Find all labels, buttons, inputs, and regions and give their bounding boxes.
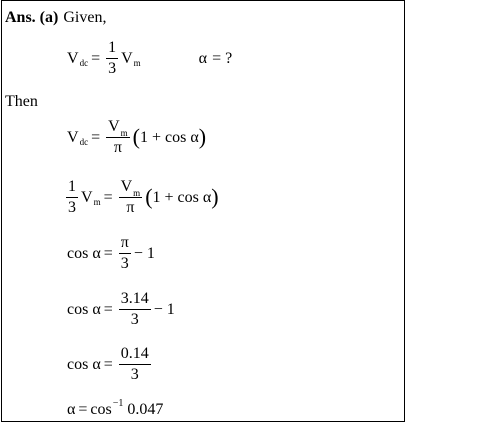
- answer-heading: [5, 10, 106, 26]
- fraction-numerator: 1: [66, 179, 78, 198]
- fraction-denominator: 3: [130, 365, 139, 383]
- equals-sign: =: [103, 244, 113, 262]
- vm-symbol: V: [81, 188, 93, 206]
- fraction-numerator: 1: [106, 40, 118, 59]
- vdc-symbol: V: [67, 128, 79, 146]
- alpha-symbol: α: [67, 401, 76, 418]
- vdc-symbol: V: [67, 49, 79, 67]
- alpha-symbol: α: [198, 49, 208, 67]
- result-value: 0.047: [127, 401, 164, 418]
- given-equation: [67, 40, 232, 78]
- vm-symbol: V: [121, 49, 133, 67]
- inverse-superscript: −1: [112, 398, 124, 409]
- equation-5: [67, 346, 154, 384]
- vm-subscript: m: [93, 197, 101, 208]
- equation-3: [67, 235, 155, 273]
- fraction-denominator: 3: [108, 59, 117, 77]
- fraction-denominator: 3: [120, 254, 129, 272]
- left-paren: (: [132, 123, 140, 149]
- fraction-numerator: 0.14: [119, 346, 151, 365]
- right-paren: ): [211, 183, 219, 209]
- cos-alpha: cos α: [67, 355, 101, 373]
- fraction-numerator: 3.14: [119, 291, 151, 310]
- fraction-numerator: [106, 119, 130, 138]
- left-paren: (: [145, 183, 153, 209]
- equals-sign: =: [103, 355, 113, 373]
- vdc-subscript: dc: [79, 137, 89, 148]
- fraction-numerator: [119, 179, 143, 198]
- equation-1: [67, 119, 206, 157]
- fraction: [106, 119, 130, 157]
- fraction-denominator: π: [113, 138, 122, 156]
- fraction: [119, 235, 131, 273]
- equals-sign: =: [91, 49, 101, 67]
- equals-sign: =: [78, 401, 88, 418]
- right-paren: ): [198, 123, 207, 149]
- cos-function: cos: [90, 401, 112, 418]
- alpha-unknown: = ?: [212, 49, 233, 67]
- fraction-denominator: 3: [68, 198, 76, 216]
- equals-sign: =: [91, 128, 101, 146]
- equation-6: [67, 398, 164, 418]
- then-text: Then: [5, 93, 38, 110]
- vdc-subscript: dc: [79, 58, 89, 69]
- vm-symbol: V: [108, 118, 120, 135]
- fraction: [119, 291, 151, 329]
- coefficient-fraction: [66, 179, 78, 217]
- fraction-denominator: 3: [130, 310, 139, 328]
- fraction: [119, 179, 143, 217]
- vm-subscript: m: [133, 188, 141, 198]
- given-label: Given,: [63, 9, 107, 26]
- vm-symbol: V: [120, 178, 133, 195]
- cos-alpha: cos α: [67, 244, 101, 262]
- vm-subscript: m: [133, 58, 141, 69]
- equals-sign: =: [103, 300, 113, 318]
- equals-sign: =: [103, 188, 113, 206]
- cos-alpha: cos α: [67, 300, 101, 318]
- fraction: [106, 40, 118, 78]
- vm-subscript: m: [120, 128, 128, 138]
- fraction-denominator: π: [126, 198, 135, 216]
- fraction-numerator: π: [119, 235, 131, 254]
- paren-content: 1 + cos α: [152, 188, 212, 206]
- then-label: [5, 94, 38, 110]
- equation-4: [67, 291, 175, 329]
- paren-content: 1 + cos α: [140, 128, 199, 146]
- minus-one: − 1: [133, 244, 155, 262]
- answer-label: Ans. (a): [5, 9, 59, 26]
- equation-2: [63, 179, 219, 217]
- fraction: [119, 346, 151, 384]
- minus-one: − 1: [153, 300, 175, 318]
